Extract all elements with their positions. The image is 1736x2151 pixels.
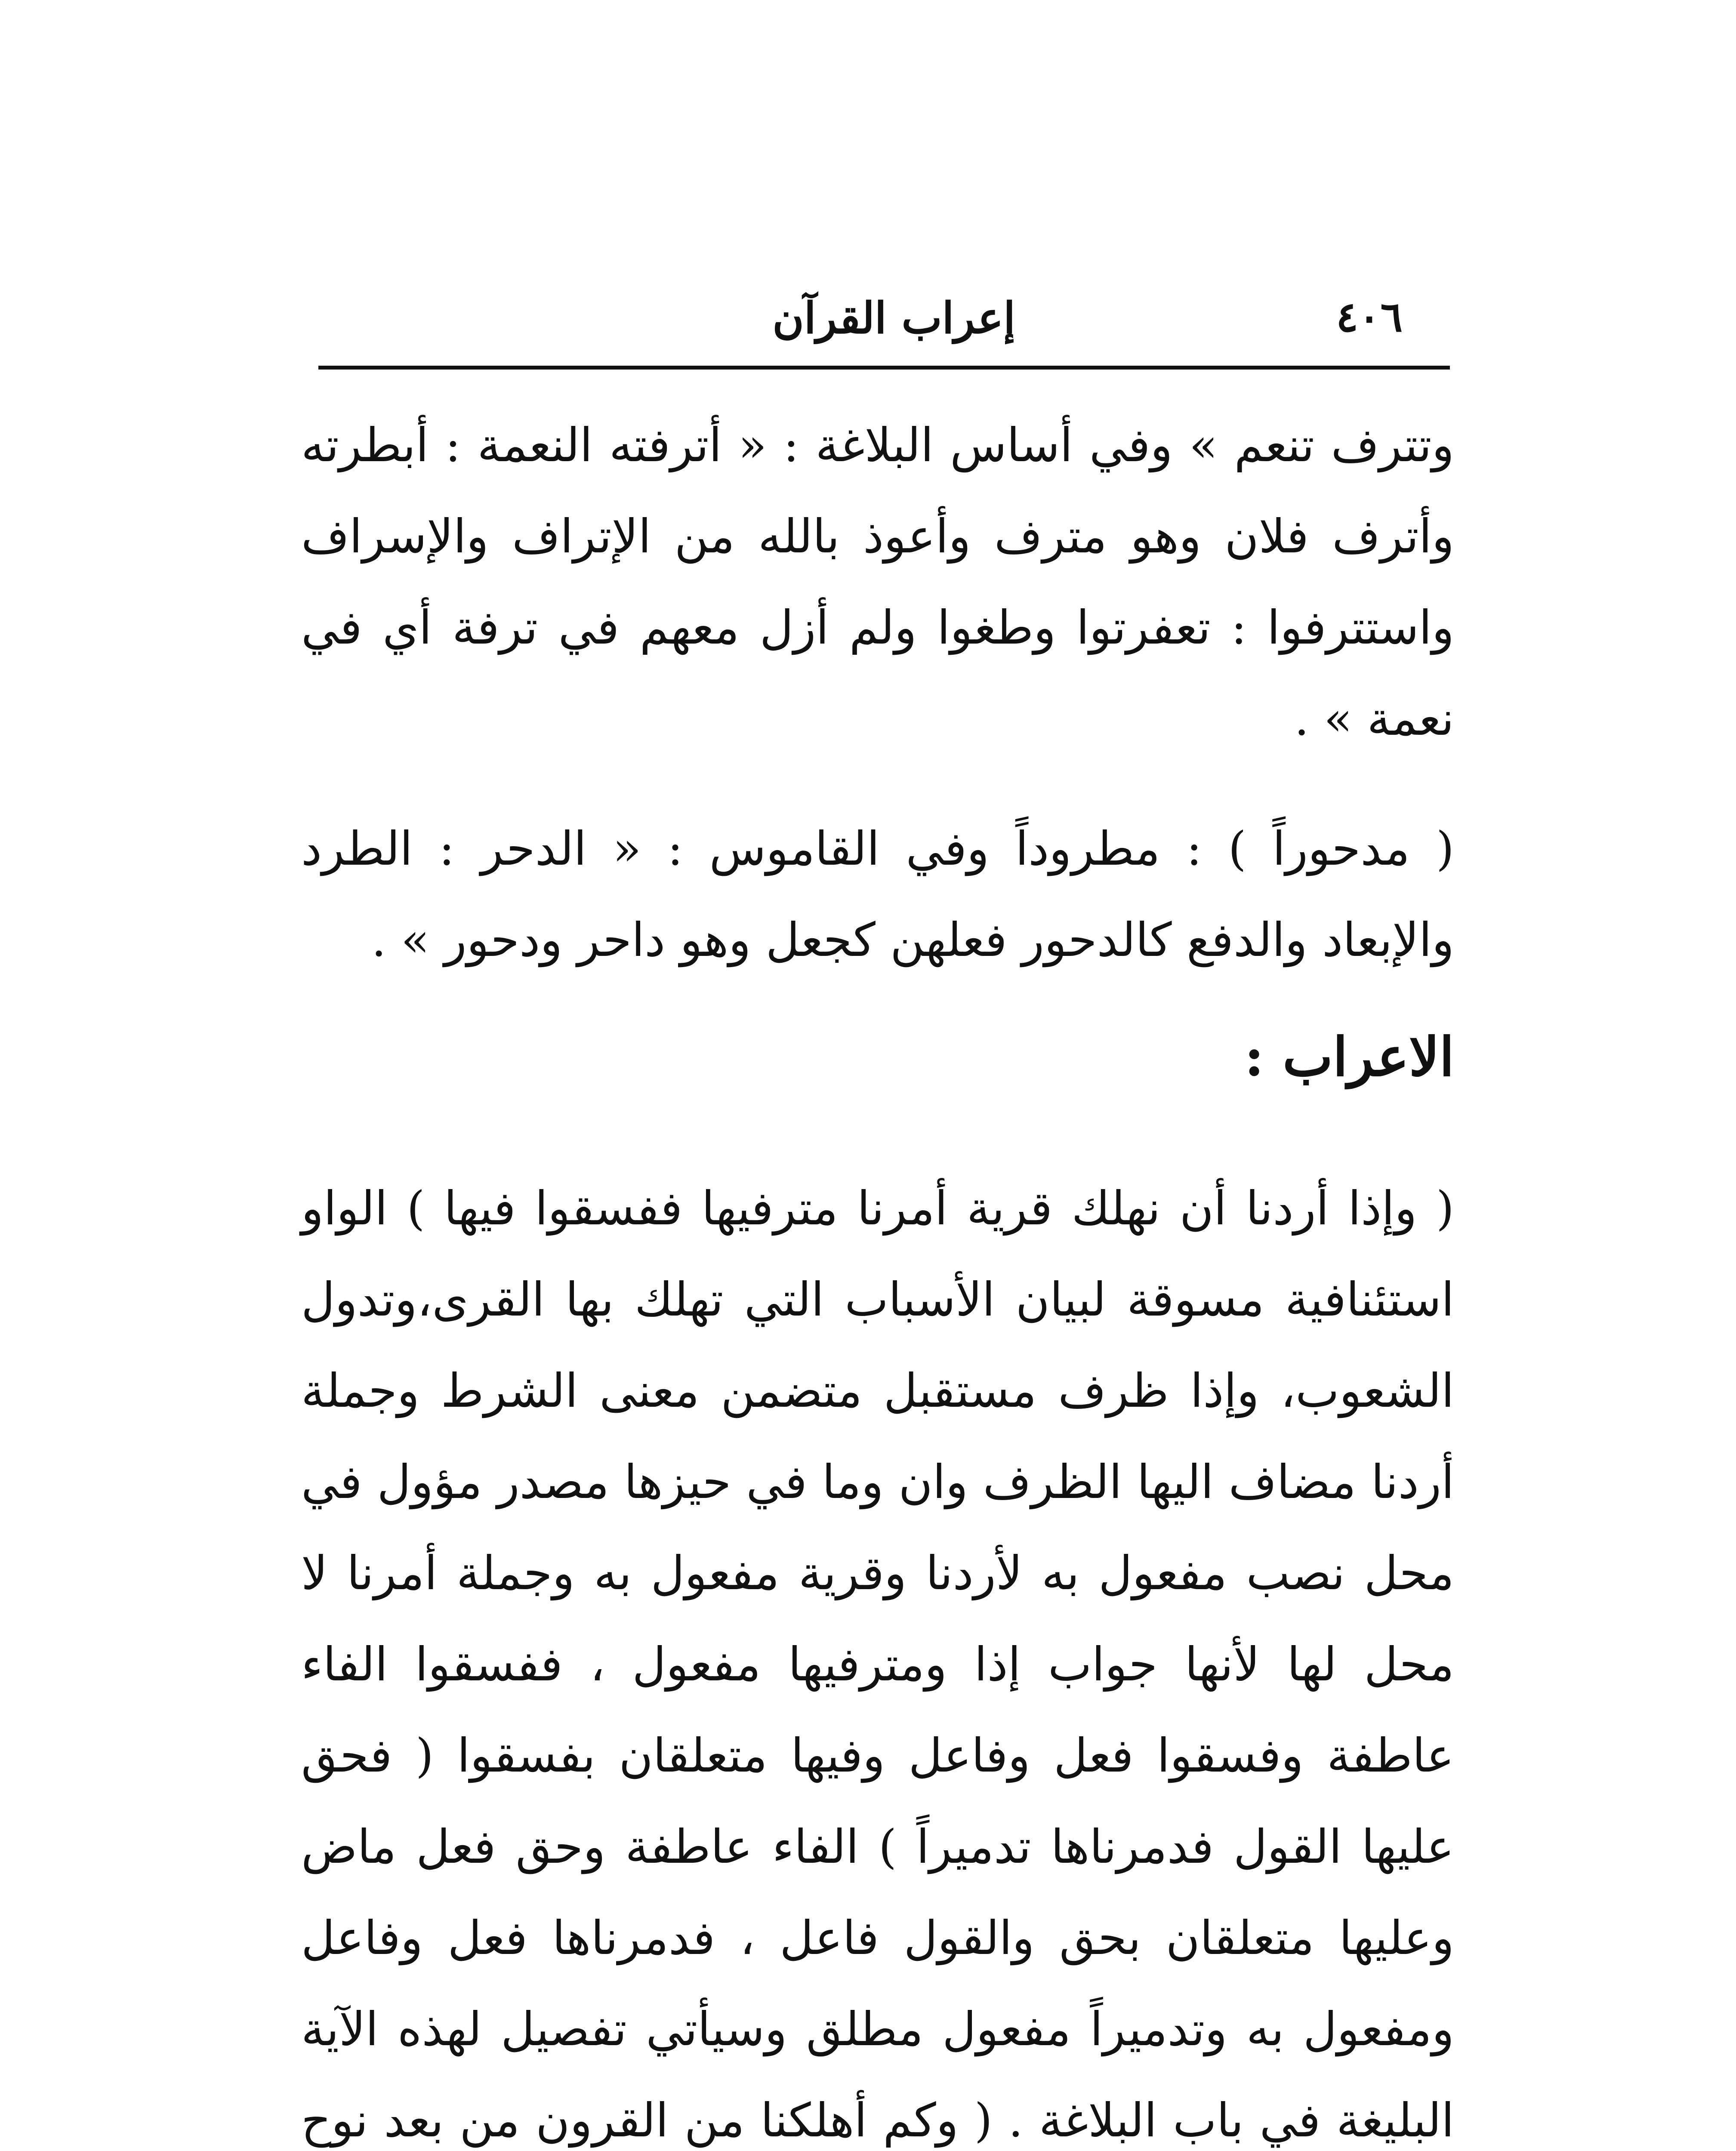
page-header [318, 275, 1446, 361]
paragraph-madhur: ( مدحوراً ) : مطروداً وفي القاموس : « الدحر : الطرد والإبعاد والدفع كالدحور فعلهن كجعل وهو داحر ودحور » . [301, 822, 1454, 967]
page-body [301, 400, 1454, 2151]
running-title: إعراب القرآن [772, 293, 1015, 343]
page-number: ٤٠٦ [1336, 293, 1403, 341]
header-rule [318, 366, 1450, 370]
section-heading-irab: الاعراب : [1244, 1026, 1454, 1088]
paragraph-itraf: وتترف تنعم » وفي أساس البلاغة : « أترفته النعمة : أبطرته وأترف فلان وهو مترف وأعوذ بالله من الإتراف والإسراف واستترفوا : تعفرتوا وطغوا ولم أزل معهم في ترفة أي في نعمة » . [301, 419, 1455, 746]
paragraph-irab: ( وإذا أردنا أن نهلك قرية أمرنا مترفيها ففسقوا فيها ) الواو استئنافية مسوقة لبيان الأسباب التي تهلك بها القرى،وتدول الشعوب، وإذا ظرف مستقبل متضمن معنى الشرط وجملة أردنا مضاف اليها الظرف وان وما في حيزها مصدر مؤول في محل نصب مفعول به لأردنا وقرية مفعول به وجملة أمرنا لا محل لها لأنها جواب إذا ومترفيها مفعول ، ففسقوا الفاء عاطفة وفسقوا فعل وفاعل وفيها متعلقان بفسقوا ( فحق عليها القول فدمرناها تدميراً ) الفاء عاطفة وحق فعل ماض وعليها متعلقان بحق والقول فاعل ، فدمرناها فعل وفاعل ومفعول به وتدميراً مفعول مطلق وسيأتي تفصيل لهذه الآية البليغة في باب البلاغة . ( وكم أهلكنا من القرون من بعد نوح [301, 1182, 1454, 2148]
